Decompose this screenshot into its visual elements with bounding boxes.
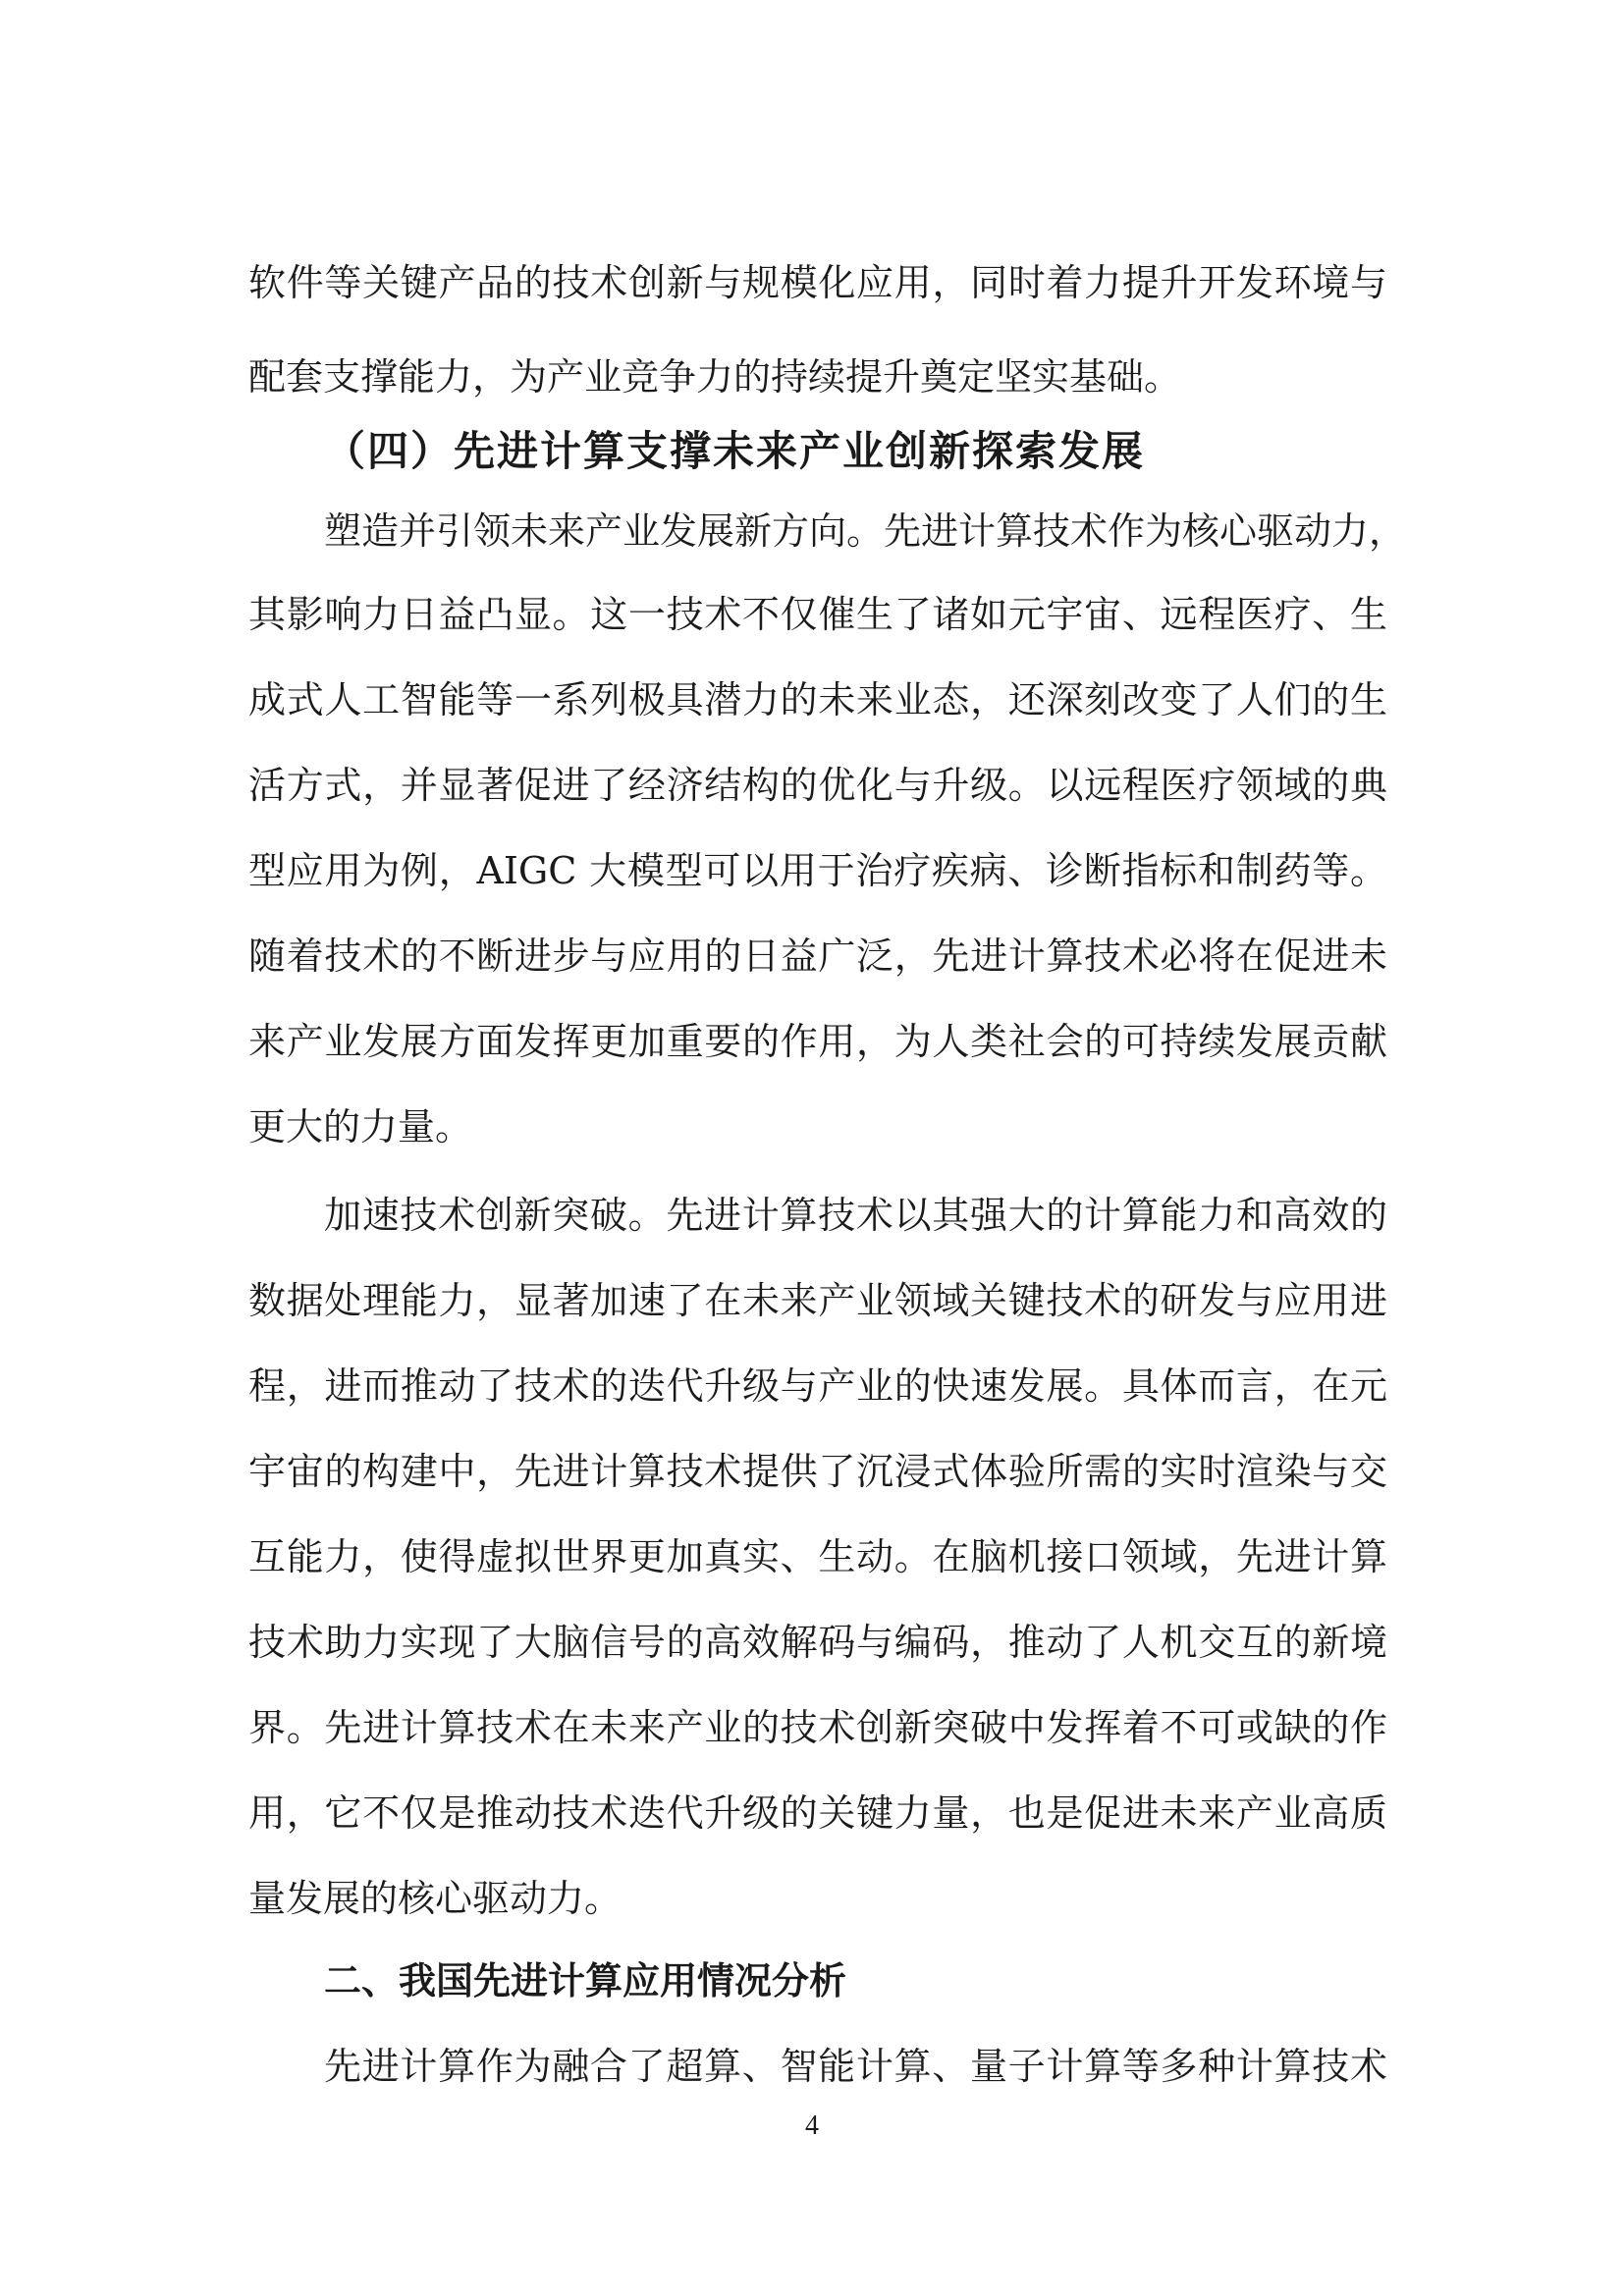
paragraph-text: 先进计算技术以其强大的计算能力和高效的 [666, 1194, 1387, 1237]
text-line: 量发展的核心驱动力。 [248, 1877, 623, 1920]
text-line: 宇宙的构建中，先进计算技术提供了沉浸式体验所需的实时渲染与交 [248, 1450, 1387, 1493]
text-line: 成式人工智能等一系列极具潜力的未来业态，还深刻改变了人们的生 [248, 678, 1387, 721]
paragraph-lead: 加速技术创新突破。 [324, 1194, 667, 1237]
text-line: 用，它不仅是推动技术迭代升级的关键力量，也是促进未来产业高质 [248, 1791, 1387, 1835]
text-line: 程，进而推动了技术的迭代升级与产业的快速发展。具体而言，在元 [248, 1364, 1387, 1408]
text-line: 技术助力实现了大脑信号的高效解码与编码，推动了人机交互的新境 [248, 1621, 1387, 1664]
text-line: 活方式，并显著促进了经济结构的优化与升级。以远程医疗领域的典 [248, 764, 1387, 807]
paragraph-first-line [324, 1168, 1387, 1262]
paragraph-first-line: 先进计算作为融合了超算、智能计算、量子计算等多种计算技术 [324, 2045, 1387, 2088]
text-line: 其影响力日益凸显。这一技术不仅催生了诸如元宇宙、远程医疗、生 [248, 593, 1387, 636]
text-line: 随着技术的不断进步与应用的日益广泛，先进计算技术必将在促进未 [248, 934, 1387, 978]
text-line: 软件等关键产品的技术创新与规模化应用，同时着力提升开发环境与 [248, 261, 1387, 304]
text-line: 来产业发展方面发挥更加重要的作用，为人类社会的可持续发展贡献 [248, 1020, 1387, 1063]
text-line: 更大的力量。 [248, 1105, 473, 1148]
paragraph-first-line [324, 484, 1407, 578]
text-line: 数据处理能力，显著加速了在未来产业领域关键技术的研发与应用进 [248, 1279, 1387, 1322]
paragraph-text: 先进计算技术作为核心驱动力， [884, 509, 1407, 553]
paragraph-lead: 塑造并引领未来产业发展新方向。 [324, 509, 885, 553]
section-heading: 二、我国先进计算应用情况分析 [324, 1959, 847, 2002]
text-line: 配套支撑能力，为产业竞争力的持续提升奠定坚实基础。 [248, 355, 1182, 399]
subsection-heading: （四）先进计算支撑未来产业创新探索发展 [324, 427, 1146, 475]
text-line: 互能力，使得虚拟世界更加真实、生动。在脑机接口领域，先进计算 [248, 1535, 1387, 1578]
text-line: 型应用为例，AIGC 大模型可以用于治疗疾病、诊断指标和制药等。 [248, 849, 1387, 892]
page-number: 4 [805, 2110, 819, 2141]
text-line: 界。先进计算技术在未来产业的技术创新突破中发挥着不可或缺的作 [248, 1706, 1387, 1749]
